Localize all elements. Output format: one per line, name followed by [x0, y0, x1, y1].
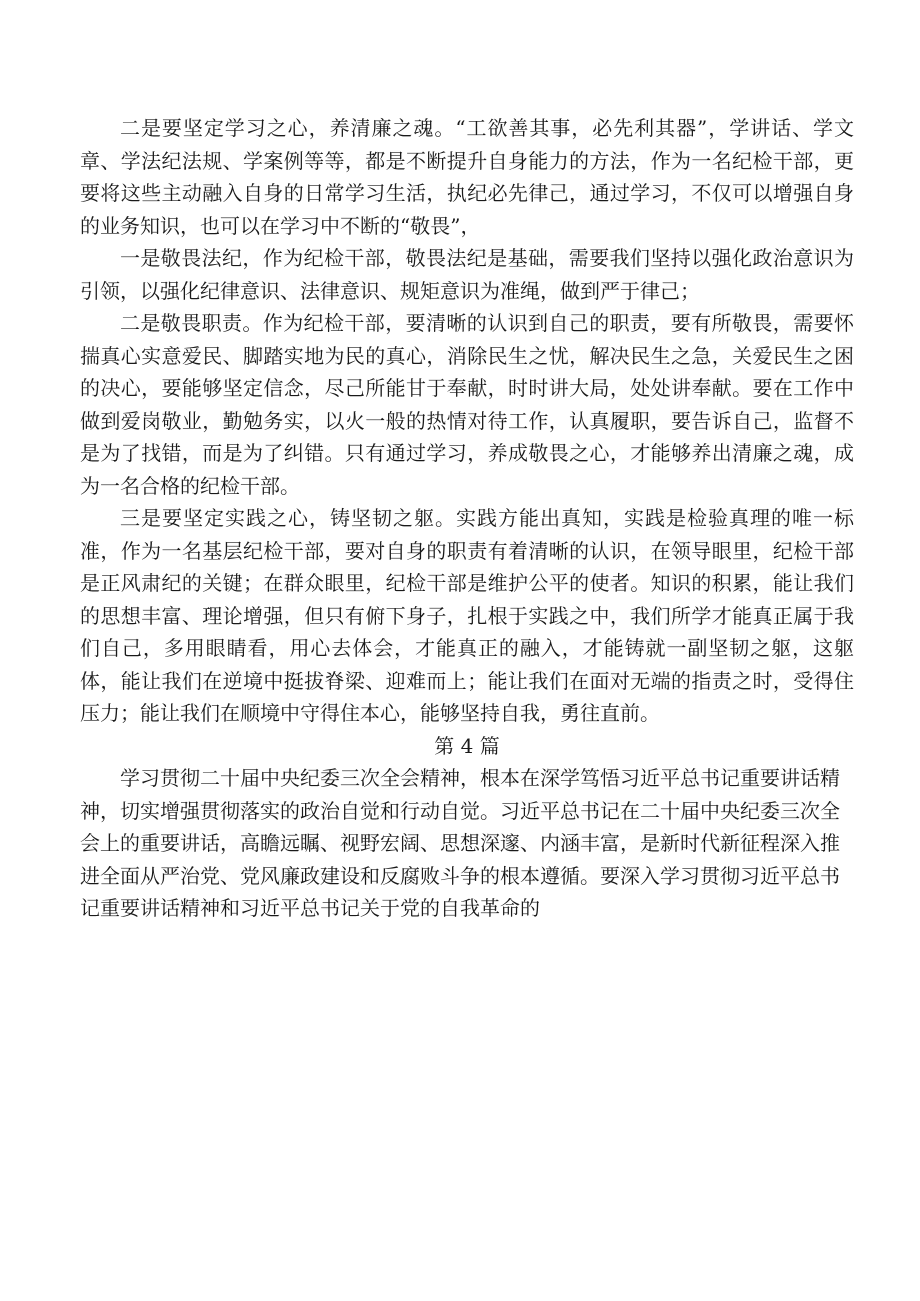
body-paragraph-4: 三是要坚定实践之心，铸坚韧之躯。实践方能出真知，实践是检验真理的唯一标准，作为一名基层纪检干部，要对自身的职责有着清晰的认识，在领导眼里，纪检干部是正风肃纪的关键；在群众眼里，纪检干部是维护公平的使者。知识的积累，能让我们的思想丰富、理论增强，但只有俯下身子，扎根于实践之中，我们所学才能真正属于我们自己，多用眼睛看，用心去体会，才能真正的融入，才能铸就一副坚韧之躯，这躯体，能让我们在逆境中挺拔脊梁、迎难而上；能让我们在面对无端的指责之时，受得住压力；能让我们在顺境中守得住本心，能够坚持自我，勇往直前。 [80, 506, 854, 725]
body-paragraph-3: 二是敬畏职责。作为纪检干部，要清晰的认识到自己的职责，要有所敬畏，需要怀揣真心实意爱民、脚踏实地为民的真心，消除民生之忧，解决民生之急，关爱民生之困的决心，要能够坚定信念，尽己所能甘于奉献，时时讲大局，处处讲奉献。要在工作中做到爱岗敬业，勤勉务实，以火一般的热情对待工作，认真履职，要告诉自己，监督不是为了找错，而是为了纠错。只有通过学习，养成敬畏之心，才能够养出清廉之魂，成为一名合格的纪检干部。 [80, 311, 854, 498]
section-heading: 第 4 篇 [434, 733, 500, 758]
body-paragraph-1: 二是要坚定学习之心，养清廉之魂。“工欲善其事，必先利其器”，学讲话、学文章、学法纪法规、学案例等等，都是不断提升自身能力的方法，作为一名纪检干部，更要将这些主动融入自身的日常学习生活，执纪必先律己，通过学习，不仅可以增强自身的业务知识，也可以在学习中不断的“敬畏”， [80, 116, 854, 238]
body-paragraph-2: 一是敬畏法纪，作为纪检干部，敬畏法纪是基础，需要我们坚持以强化政治意识为引领，以强化纪律意识、法律意识、规矩意识为准绳，做到严于律己； [80, 246, 854, 303]
section-paragraph: 学习贯彻二十届中央纪委三次全会精神，根本在深学笃悟习近平总书记重要讲话精神，切实增强贯彻落实的政治自觉和行动自觉。习近平总书记在二十届中央纪委三次全会上的重要讲话，高瞻远瞩、视野宏阔、思想深邃、内涵丰富，是新时代新征程深入推进全面从严治党、党风廉政建设和反腐败斗争的根本遵循。要深入学习贯彻习近平总书记重要讲话精神和习近平总书记关于党的自我革命的 [80, 766, 840, 920]
